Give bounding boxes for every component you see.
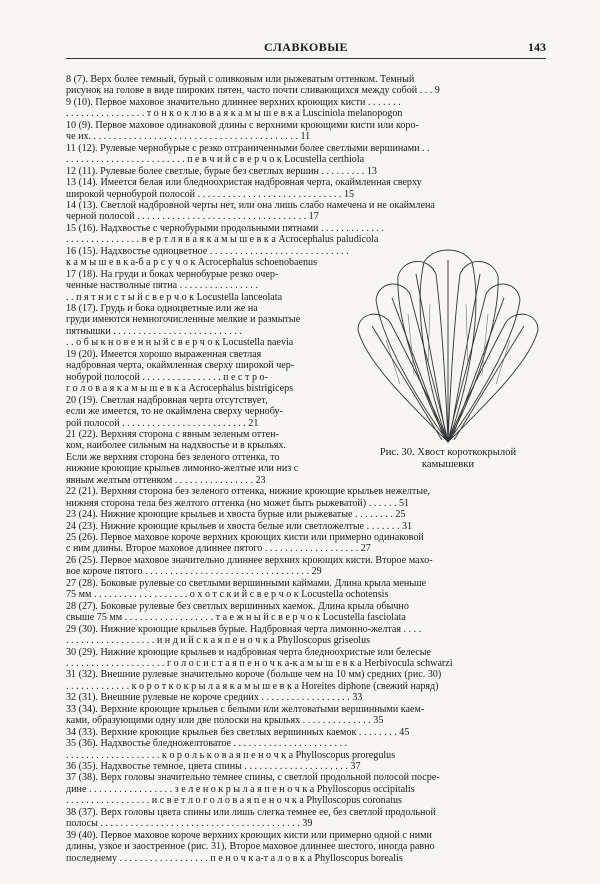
figure-caption-continued: камышевки (421, 459, 475, 470)
page-number: 143 (528, 40, 546, 54)
text-line: рисунок на голове в виде широких пятен, часто почти сливающихся между собой . . . 9 (66, 85, 440, 97)
text-line: . . . . . . . . . . . . . к о р о т к о к р ы л а я к а м ы ш е в к а Horeites diphone (свежий наряд) (66, 680, 439, 692)
text-line: ком, наиболее сильным на надхвостье и в крыльях. (66, 440, 286, 452)
text-line: 36 (35). Надхвостье темное, цвета спины . . . . . . . . . . . . . . . . . . . . . 37 (66, 761, 361, 772)
text-line: 19 (20). Имеется хорошо выраженная светлая (66, 348, 262, 360)
text-line: 75 мм . . . . . . . . . . . . . . . . . . . о х о т с к и й с в е р ч о к Locustella ochotensis (66, 589, 389, 601)
text-line: нижняя сторона тела без желтого оттенка (но может быть рыжеватой) . . . . . . 51 (66, 497, 410, 509)
text-line: . . . . . . . . . . . . . . . . . . . . г о л о с и с т а я п е н о ч к а-к а м ы ш е в к а Herbivocula schwarzi (66, 657, 453, 669)
text-line: черной полосой . . . . . . . . . . . . . . . . . . . . . . . . . . . . . . . . . . 17 (66, 211, 319, 223)
text-line: 34 (33). Верхние кроющие крыльев без светлых вершинных каемок . . . . . . . . 45 (66, 726, 410, 738)
text-line: вое короче пятого . . . . . . . . . . . . . . . . . . . . . . . . . . . . . . . . . 29 (66, 566, 322, 578)
text-line: явным желтым оттенком . . . . . . . . . . . . . . . . 23 (66, 474, 266, 486)
text-line: 32 (31). Внешние рулевые не короче средних . . . . . . . . . . . . . . . . . . 33 (66, 692, 363, 704)
text-line: ками, образующими одну или две полоски на крыльях . . . . . . . . . . . . . . 35 (66, 715, 384, 727)
text-line: 22 (21). Верхняя сторона без зеленого оттенка, нижние кроющие крыльев нежелтые, (66, 486, 431, 498)
text-line: полосы . . . . . . . . . . . . . . . . . . . . . . . . . . . . . . . . . . . . . . . . 39 (66, 818, 313, 830)
text-line: дине . . . . . . . . . . . . . . . . . з е л е н о к р ы л а я п е н о ч к а Phylloscopus occipitalis (66, 783, 415, 795)
text-line: 30 (29). Нижние кроющие крыльев и надбровная черта бледноохристые или белесые (66, 646, 431, 658)
text-line: 9 (10). Первое маховое значительно длиннее верхних кроющих кисти . . . . . . . (66, 96, 401, 108)
text-line: 29 (30). Нижние кроющие крыльев бурые. Надбровная черта лимонно-желтая . . . . (66, 623, 422, 635)
text-line: с ним длины. Второе маховое длиннее пятого . . . . . . . . . . . . . . . . . . . 27 (66, 543, 371, 555)
text-line: 39 (40). Первое маховое короче верхних кроющих кисти или примерно одной с ними (66, 829, 432, 841)
text-line: 24 (23). Нижние кроющие крыльев и хвоста белые или светложелтые . . . . . . . 31 (66, 520, 413, 532)
text-line: 35 (36). Надхвостье бледножелтоватое . . . . . . . . . . . . . . . . . . . . . . . (66, 738, 348, 750)
text-line: 14 (13). Светлой надбровной черты нет, или она лишь слабо намечена и не окаймлена (66, 199, 435, 211)
text-line: 15 (16). Надхвостье с чернобурыми продольными пятнами . . . . . . . . . . . . . (66, 222, 385, 234)
text-line: длины, узкое и заостренное (рис. 31). Второе маховое длиннее шестого, иногда равно (66, 841, 435, 853)
text-line: . . о б ы к н о в е н н ы й с в е р ч о к Locustella naevia (66, 337, 294, 349)
text-line: 23 (24). Нижние кроющие крыльев и хвоста бурые или рыжеватые . . . . . . . . 25 (66, 509, 406, 521)
text-line: 38 (37). Верх головы цвета спины или лишь слегка темнее ее, без светлой продольной (66, 806, 436, 818)
text-line: 12 (11). Рулевые более светлые, бурые без светлых вершин . . . . . . . . . 13 (66, 165, 377, 177)
text-line: свыше 75 мм . . . . . . . . . . . . . . . . . . т а е ж н ы й с в е р ч о к Locustella fasciolata (66, 612, 406, 624)
tail-figure (350, 244, 546, 444)
text-line: 33 (34). Верхние кроющие крыльев с белыми или желтоватыми вершинными каем- (66, 703, 425, 715)
page-header (66, 40, 546, 54)
text-line: если же имеется, то не окаймлена сверху чернобу- (66, 406, 283, 418)
text-line: 31 (32). Внешние рулевые значительно короче (больше чем на 10 мм) средних (рис. 30) (66, 669, 442, 681)
text-line: . . . . . . . . . . . . . . . . . . и н д и й с к а я п е н о ч к а Phylloscopus griseolus (66, 635, 371, 647)
text-line: 26 (25). Первое маховое значительно длиннее верхних кроющих кисти. Второе махо- (66, 554, 433, 566)
text-line: нижние кроющие крыльев лимонно-желтые или низ с (66, 463, 299, 475)
text-line: . . п я т н и с т ы й с в е р ч о к Locustella lanceolata (66, 291, 283, 303)
figure-caption: Рис. 30. Хвост короткокрылой (379, 447, 517, 458)
text-line: . . . . . . . . . . . . . . . . т о н к о к л ю в а я к а м ы ш е в к а Lusciniola melanopogon (66, 108, 403, 120)
text-line: рой полосой . . . . . . . . . . . . . . . . . . . . . . . . . 21 (66, 417, 259, 429)
text-line: 10 (9). Первое маховое одинаковой длины с верхними кроющими кисти или коро- (66, 119, 419, 131)
text-line: г о л о в а я к а м ы ш е в к а Acrocephalus bistrigiceps (66, 383, 294, 395)
header-rule (66, 58, 546, 59)
text-line: 27 (28). Боковые рулевые со светлыми вершинными каймами. Длина крыла меньше (66, 577, 427, 589)
text-line: . . . . . . . . . . . . . . . в е р т л я в а я к а м ы ш е в к а Acrocephalus paludicola (66, 234, 379, 246)
text-line: . . . . . . . . . . . . . . . . . . . к о р о л ь к о в а я п е н о ч к а Phylloscopus proregulus (66, 749, 396, 761)
text-line: нобурой полосой . . . . . . . . . . . . . . . . п е с т р о- (66, 371, 268, 383)
text-line: . . . . . . . . . . . . . . . . . . . . . . . . п е в ч и й с в е р ч о к Locustella certhiola (66, 154, 365, 166)
text-line: 37 (38). Верх головы значительно темнее спины, с светлой продольной полосой посре- (66, 772, 440, 784)
text-line: к а м ы ш е в к а-б а р с у ч о к Acrocephalus schoenobaenus (66, 257, 318, 269)
text-line: последнему . . . . . . . . . . . . . . . . . . п е н о ч к а-т а л о в к а Phylloscopus borealis (66, 852, 403, 864)
text-line: 11 (12). Рулевые чернобурые с резко отграниченными более светлыми вершинами . . (66, 142, 430, 154)
text-line: 28 (27). Боковые рулевые без светлых вершинных каемок. Длина крыла обычно (66, 600, 409, 612)
text-line: 20 (19). Светлая надбровная черта отсутствует, (66, 394, 268, 406)
text-line: 8 (7). Верх более темный, бурый с оливковым или рыжеватым оттенком. Темный (66, 74, 415, 85)
text-line: 13 (14). Имеется белая или бледноохристая надбровная черта, окаймленная сверху (66, 177, 422, 189)
text-line: 21 (22). Верхняя сторона с явным зеленым оттен- (66, 428, 279, 440)
text-line: груди имеются немногочисленные мелкие и размытые (66, 314, 301, 326)
text-line: 16 (15). Надхвостье одноцветное . . . . . . . . . . . . . . . . . . . . . . . . . . . . (66, 245, 349, 257)
text-line: пятнышки . . . . . . . . . . . . . . . . . . . . . . . . . . (66, 325, 242, 337)
text-line: ченные настволные пятна . . . . . . . . . . . . . . . . (66, 280, 258, 292)
text-line: че их. . . . . . . . . . . . . . . . . . . . . . . . . . . . . . . . . . . . . . . . . . 11 (66, 131, 311, 143)
text-line: Если же верхняя сторона без зеленого оттенка, то (66, 451, 280, 463)
text-line: . . . . . . . . . . . . . . . . . и с в е т л о г о л о в а я п е н о ч к а Phylloscopus coronatus (66, 795, 402, 807)
text-line: 25 (26). Первое маховое короче верхних кроющих кисти или примерно одинаковой (66, 532, 424, 543)
running-title: СЛАВКОВЫЕ (263, 40, 348, 54)
text-line: 17 (18). На груди и боках чернобурые резко очер- (66, 268, 279, 280)
text-line: широкой чернобурой полосой . . . . . . . . . . . . . . . . . . . . . . . . . . . . . 15 (66, 188, 355, 200)
text-line: 18 (17). Грудь и бока одноцветные или же на (66, 303, 258, 314)
text-line: надбровная черта, окаймленная сверху широкой чер- (66, 360, 295, 372)
